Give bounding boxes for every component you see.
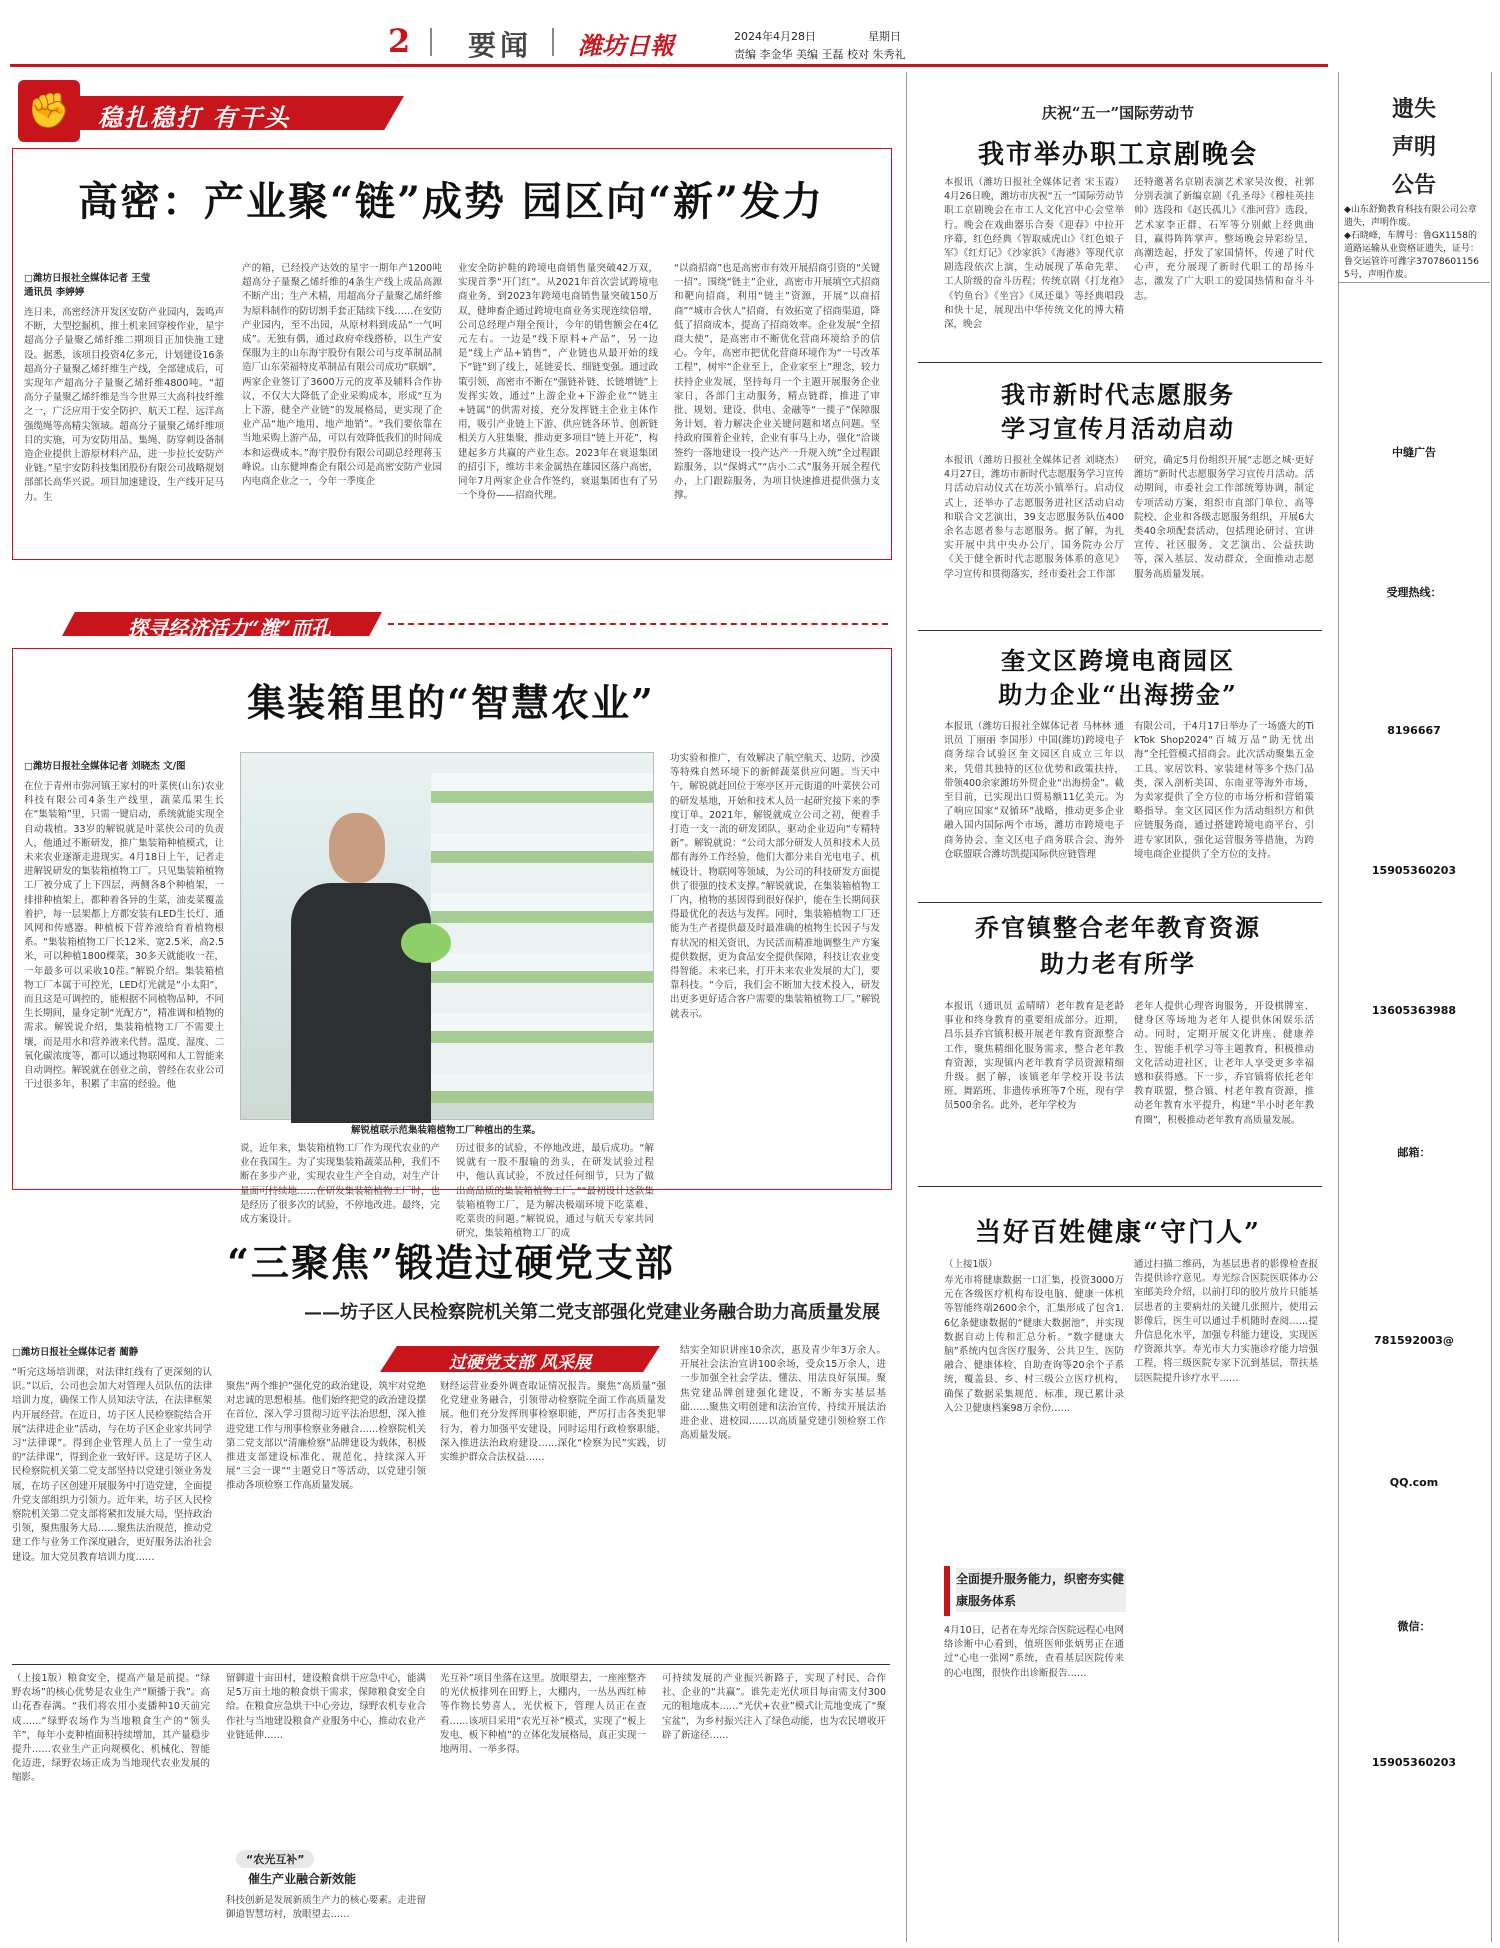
- article-party-col1: “听完这场培训课，对法律红线有了更深刻的认识。”以后，公司也会加大对管理人员队伍的法律培训力度，确保工作人员知法守法，在法律框架内开展经营。在近日，坊子区人民检察院结合开展“法律进企业”活动，与在坊子区企业家共同学习“法律课”。得到企业管理人员上了一堂生动的“法律课”，得到企业一致好评。这是坊子区人民检察院机关第二党支部坚持以党建引领业务发展，在坊子区创建开展服务中打造党建，全面提升党支部组织力引领力。近年来，坊子区人民检察院机关第二党支部将紧扣发展大局，坚持政治引领，聚焦服务大局……聚焦法治规范，推动党建工作与业务工作深度融合，更好服务法治社会建设。加大党员教育培训力度……: [12, 1367, 212, 1563]
- section-name: 要闻: [468, 29, 533, 62]
- article-grain-col1: （上接1版）粮食安全，提高产量是前提。“绿野农场”的核心优势是农业生产“顺播于我”。高山花香春满。“我们将农用小麦播种10天前完成……”绿野农场作为当地粮食生产的“领头羊”，每年小麦种植面积持续增加，其产量稳步提升……农业生产正向规模化、机械化、智能化迈进，绿野农场正成为当地现代农业发展的缩影。: [12, 1673, 210, 1784]
- health-subhead-bar: [944, 1566, 950, 1616]
- article-gaomi-col4: “以商招商”也是高密市有效开展招商引资的“关键一招”。围绕“链主”企业，高密市开展填空式招商和靶向招商，利用“链主”资源，开展“以商招商”“城市合伙人”招商，有效拓宽了招商渠道，降低了招商成本，提高了招商效率。企业发展“全招商大使”，是高密市不断优化营商环境给予的信心。今年，高密市把优化营商环境作为“一号改革工程”，树牢“企业至上，企业家至上”理念，较力扶持企业发展，坚持每月一个主题开展服务企业家日，各部门主动服务，精点链群，推进了审批、规划、建设、供电、金融等“一揽子”保障服务计划，着力解决企业关键问题和堵点问题。坚持政府围着企业转，企业有事马上办，强化“洽谈签约一落地建设一投产达产一升规入统”全过程跟踪服务，以“保姆式”“店小二式”服务开展全程代办，上门跟踪服务，为项目快速推进提供强力支撑。: [674, 263, 880, 502]
- lettuce-in-hand: [401, 923, 451, 963]
- article-elderly-col2: 老年人提供心理咨询服务，开设棋牌室、健身区等场地为老年人提供休闲娱乐活动。同时，定期开展文化讲座、健康养生、智能手机学习等主题教育，积极推动文化活动进社区，让老年人享受更多幸福感和获得感。下一步，乔官镇将依托老年教育联盟，整合镇、村老年教育资源，推动老年教育水平提升，构建“半小时老年教育圈”，积极推动老年教育高质量发展。: [1134, 1001, 1314, 1126]
- header-rule: [10, 64, 1328, 67]
- article-container-title: 集装箱里的“智慧农业”: [247, 680, 655, 725]
- article-grain-col2: 留御道十亩田村，建设粮食烘干应急中心，能满足5万亩土地的粮食烘干需求，保障粮食安全自给。在粮食应急烘干中心旁边，绿野农机专业合作社与当地建设粮食产业服务中心，推动农业产业链延伸……: [226, 1673, 426, 1741]
- article-gaomi-col3: 业安全防护鞋的跨境电商销售量突破42万双，实现首季“开门红”。从2021年首次尝试跨境电商业务，到2023年跨境电商销售量突破150万双，健坤畜企通过跨境电商业务实现连续倍增，公司总经理卢翔全预计，今年的销售额会在4亿元左右。一边是“线下原料+产品”，另一边是“线上产品+销售”，产业链也从最开始的线下“链”到了线上，延链妥长、细链变强。通过政策引领，高密市不断在“强链补链、长链增链”上发挥实效，通过“上游企业+下游企业”“链主+链属”的供需对接，充分发挥链主企业主体作用，吸引产业链上下游、供应链各环节、创新链相关方入驻集聚，推动更多项目“链上开花”，构建起多方共赢的产业生态。2023年在衰退集团的招引下，维坊丰来金属热在雄园区落户高密，同年7月两家企业合作签约，衰退集团也有了另一个身份——招商代理。: [458, 263, 658, 502]
- article-grain-col4: 可持续发展的产业振兴新路子，实现了村民、合作社、企业的“共赢”。谁先走光伏项目每亩需支付300元的租地成本……“光伏+农业”模式让荒地变成了“聚宝盆”，为乡村振兴注入了绿色动能，也为农民增收开辟了新途径……: [662, 1673, 886, 1741]
- sidebar-phone-3: 13605363988: [1371, 1004, 1457, 1017]
- article-party-col3: 财经运营业委外调查取证情况报告。聚焦“高质量”强化党建业务融合，引领带动检察院全面工作高质量发展。他们充分发挥刑事检察职能，严厉打击各类犯罪行为，着力加强平安建设，同时运用行政检察职能，深入推进法治政府建设……深化“检察为民”实践，切实维护群众合法权益……: [440, 1381, 666, 1464]
- sidebar-hotline-label: 受理热线：: [1386, 586, 1442, 599]
- article-ecommerce-col1: 本报讯（潍坊日报社全媒体记者 马林林 通讯员 丁丽丽 李国彤）中国(潍坊)跨境电子商务综合试验区奎文园区自成立三年以来，凭借其独特的区位优势和政策扶持，带领400余家潍坊外贸企业“出海捞金”。截至目前，已实现出口贸易额11亿美元。为了响应国家“双循环”战略，推动更多企业融入国内国际两个市场，潍坊市跨境电子商务协会、奎文区电子商务联合会、海外仓联盟联合潍坊凯提国际供应链管理: [944, 721, 1124, 860]
- grain-subhead-box: [226, 1850, 426, 1890]
- banner-explore: [18, 608, 898, 640]
- right-divider-2: [918, 630, 1322, 631]
- fist-icon: ✊: [18, 80, 80, 142]
- article-ecommerce-col2: 有限公司，于4月17日举办了一场盛大的TikTok Shop2024“百城万品”助无忧出海”全托管模式招商会。此次活动聚集五金工具、家居饮料、家装建材等多个热门品类，深入剖析美国、东南亚等海外市场，为卖家提供了全方位的市场分析和营销策略指导。奎文区园区作为活动组织方和供应链服务商，通过搭建跨境电商平台，引进专家团队，强化运营服务等措施，为跨境电商企业提供了全方位的支持。: [1134, 721, 1314, 860]
- article-volunteer-col1: 本报讯（潍坊日报社全媒体记者 刘晓杰）4月27日，潍坊市新时代志愿服务学习宣传月活动启动仪式在坊茨小镇举行。启动仪式上，还举办了志愿服务进社区活动启动和联合文艺演出，39支志愿服务队伍400余名志愿者参与志愿服务。据了解，为扎实开展中共中央办公厅、国务院办公厅《关于健全新时代志愿服务体系的意见》学习宣传和贯彻落实，经市委社会工作部: [944, 455, 1124, 580]
- article-gaomi-title: 高密：产业聚“链”成势 园区向“新”发力: [78, 178, 824, 225]
- sidebar-wechat: 15905360203: [1371, 1756, 1457, 1769]
- article-opera-col2: 还特邀著名京剧表演艺术家吴汝俊，社郭分别表演了新编京剧《孔圣母》《穆桂英挂帅》选段和《赵氏孤儿》《淮河营》选段，艺术家李正群、石军等分别献上经典曲目，赢得阵阵掌声。整场晚会异彩纷呈，高潮迭起，抒发了家国情怀，传递了时代心声，充分展现了新时代职工的昂扬斗志，激发了广大职工的爱国热情和奋斗斗志。: [1134, 177, 1314, 302]
- sidebar-notice-text: ◆山东舒勤教育科技有限公司公章遗失，声明作废。 ◆石晓峰，车牌号：鲁GX1158的道路运输从业资格证遗失，证号：鲁交运管许可潍字370786011565号，声明作废。: [1344, 205, 1480, 280]
- right-divider-3: [918, 902, 1322, 903]
- article-opera-title: 我市举办职工京剧晚会: [977, 140, 1258, 170]
- article-gaomi-col2: 产的箱，已经投产达效的星宇一期年产1200吨超高分子量聚乙烯纤维的4条生产线上成品高源不断产出；生产术精，用超高分子量聚乙烯纤维为原料制作的防切割手套正陆续下线……在安防产业园内，至不出园，从原材料到成品“一气呵成”。无独有偶，通过政府牵线搭桥，以生产安保服为主的山东海宇股份有限公司与皮革制品制造厂山东荣福特皮革制品有限公司成功“联姻”，两家企业签订了3600万元的皮革及辅料合作协议，不仅大大降低了企业采购成本，形成“互为上下游，健全产业链”的发展格局，更实现了企业产品“地产地用、地产地销”。“我们要依靠在当地采购上游产品，可以有效降低我们的时间成本和运费成本。”海宇股份有限公司副总经理蒋玉峰说。山东健坤畜企有限公司是高密安防产业园内电商企业之一，今年一季度企: [242, 263, 442, 488]
- article-health-col1-tail: 4月10日，记者在寿光综合医院远程心电网络诊断中心看到，值班医师张炳男正在通过“心电一张网”系统，查看基层医院传来的心电图，很快作出诊断报告……: [944, 1625, 1124, 1679]
- article-elderly-title: 乔官镇整合老年教育资源 助力老有所学: [975, 913, 1261, 978]
- page-header: [0, 0, 1500, 62]
- labor-day-kicker: 庆祝“五一”国际劳动节: [1041, 104, 1195, 122]
- banner-explore-dashes: [388, 623, 888, 627]
- article-grain-col2-tail: 科技创新是发展新质生产力的核心要素。走进留御道智慧坊村，放眼望去……: [226, 1895, 426, 1921]
- shelf-rack: [431, 773, 653, 1103]
- article-grain-col3: 光互补”项目坐落在这里。放眼望去，一座座整齐的光伏板排列在田野上，大棚内，一丛丛西红柿等作物长势喜人，光伏板下，管理人员正在查看……该项目采用“农光互补”模式，实现了“板上发电、板下种植”的立体化发展格局，真正实现一地两用、一举多得。: [440, 1673, 646, 1756]
- article-health-col2: 通过扫描二维码，为基层患者的影像检查报告提供诊疗意见。寿光综合医院医联体办公室邮美玲介绍，以前打印的胶片放片只能基层患者的主要病灶的关键几张照片，使用云影像后，医生可以通过手机随时查阅……提升信息化水平，加强专科能力建设，实现医疗资源共享。寿光市大力实施诊疗能力培强工程，将三级医院专家下沉到基层，帮扶基层医院提升诊疗水平……: [1134, 1259, 1318, 1384]
- sidebar-email-2: QQ.com: [1389, 1476, 1439, 1489]
- bottom-divider: [12, 1664, 890, 1665]
- sidebar-wechat-label: 微信：: [1397, 1620, 1431, 1633]
- article-party-col2: 聚焦“两个维护”强化党的政治建设，筑牢对党绝对忠诚的思想根基。他们始终把党的政治建设摆在首位，深入学习贯彻习近平法治思想，深入推进党建工作与刑事检察业务融合……检察院机关第二党支部以“清廉检察”品牌建设为载体，积极推进支部建设标准化、规范化，持续深入开展“三会一课”“主题党日”等活动，以党建引领推动各项检察工作高质量发展。: [226, 1381, 426, 1492]
- grain-subhead-text: 催生产业融合新效能: [248, 1872, 357, 1886]
- article-gaomi-byline: □潍坊日报社全媒体记者 王莹 通讯员 李婷婷: [24, 273, 151, 298]
- article-party-byline: □潍坊日报社全媒体记者 蔺静: [12, 1347, 139, 1358]
- grain-subhead-tag: “农光互补”: [236, 1850, 314, 1868]
- health-subhead-text: 全面提升服务能力，织密夯实健康服务体系: [956, 1568, 1126, 1612]
- article-elderly-col1: 本报讯（通讯员 孟晴晴）老年教育是老龄事业和终身教育的重要组成部分。近期，昌乐县乔官镇积极开展老年教育资源整合工作，聚焦精细化服务需求，整合老年教育资源，实现镇内老年教育学员资源精细升级。据了解，该镇老年学校开设书法班、舞蹈班、非遗传承班等7个班，现有学员500余名。此外，老年学校为: [944, 1001, 1124, 1112]
- sidebar-ad-label: 中缝广告: [1392, 446, 1436, 459]
- banner-explore-text: 探寻经济活力“潍”而孔: [128, 616, 332, 640]
- header-editors: 责编 李金华 美编 王磊 校对 朱秀礼: [734, 48, 906, 61]
- article-container-col3: 历过很多的试验，不停地改进，最后成功。“解锐就有一股不服输的劲头，在研发试验过程中，他认真试验，不放过任何细节，只为了做出高品质的集装箱植物工厂。”“最初设计这款集装箱植物工厂，是为解决极端环境下吃菜难、吃菜贵的问题。”解锐说，通过与航天专家共同研究，集装箱植物工厂的成: [456, 1143, 654, 1240]
- sidebar-email-1: 781592003@: [1374, 1334, 1454, 1347]
- person-figure: [281, 813, 431, 1119]
- article-party-col4: 结实全知识讲座10余次，惠及青少年3万余人。开展社会法治宣讲100余场，受众15万余人，进一步加强全社会学法、懂法、用法良好氛围。聚焦党建品牌创建强化建设，不断夯实基层基础……聚焦文明创建和法治宣传，持续开展法治进企业、进校园……以高质量党建引领检察工作高质量发展。: [680, 1345, 886, 1442]
- sidebar-phone-1: 8196667: [1387, 724, 1441, 737]
- sidebar-phone-2: 15905360203: [1371, 864, 1457, 877]
- article-gaomi-col1: 连日来，高密经济开发区安防产业园内，轰鸣声不断，大型挖掘机、推土机来回穿梭作业，星宇超高分子量聚乙烯纤维二期项目正加快施工建设。据悉，该项目投资4亿多元，计划建设16条超高分子量聚乙烯纤维生产线，全部建成后，可实现年产超高分子量聚乙烯纤维4800吨。“超高分子量聚乙烯纤维是当今世界三大高科技纤维之一，广泛应用于安全防护、航天工程、远洋高强缆绳等高精尖领域。超高分子量聚乙烯纤维项目的实施，可为安防用品、集绳、防穿刺设备制造企业提供上游原材料产品，进一步拉长安防产业链。”星宇安防科技集团股份有限公司战略规划部部长高华兴说。项目加速建设，生产线开足马力。生: [24, 307, 224, 503]
- banner-steady-text: 稳扎稳打 有干头: [98, 103, 291, 132]
- header-weekday: 星期日: [868, 30, 901, 43]
- person-body: [291, 883, 431, 1123]
- photo-caption: 解锐植联示范集装箱植物工厂种植出的生菜。: [350, 1125, 541, 1136]
- article-volunteer-title: 我市新时代志愿服务 学习宣传月活动启动: [1001, 380, 1235, 443]
- column-divider: [906, 72, 907, 1942]
- header-divider: [430, 28, 432, 56]
- article-opera-col1: 本报讯（潍坊日报社全媒体记者 宋玉霞）4月26日晚，潍坊市庆祝“五一”国际劳动节职工京剧晚会在市工人文化宫中心会堂举行。晚会在戏曲器乐合奏《迎春》中拉开序幕，红色经典《智取威虎山》《红色娘子军》《红灯记》《沙家浜》《海港》等现代京剧选段依次上演，生动展现了革命先辈、工人阶级的奋斗历程；传统京剧《打龙袍》《钓鱼台》《坐宫》《凤还巢》等经典唱段和快十足，展现出中华传统文化的博大精深，晚会: [944, 177, 1124, 331]
- header-divider-2: [552, 28, 554, 56]
- article-container-col2: 说，近年来，集装箱植物工厂作为现代农业的产业在我国生。为了实现集装箱蔬菜品种，我们不断在多步产业，实现农业生产全自动，对生产计量面可持续地……在研发集装箱植物工厂时，也是经历了很多次的试验，不停地改进。最终，完成方案设计。: [240, 1143, 440, 1226]
- sidebar-title-statement: 声明: [1391, 134, 1436, 160]
- greenhouse-photo: [240, 752, 654, 1120]
- article-ecommerce-title: 奎文区跨境电商园区 助力企业“出海捞金”: [998, 646, 1238, 709]
- page-number: 2: [388, 22, 411, 60]
- health-subhead-box: [944, 1566, 1130, 1618]
- article-party-subtitle: ——坊子区人民检察院机关第二党支部强化党建业务融合助力高质量发展: [304, 1302, 880, 1323]
- article-party-banner-text: 过硬党支部 风采展: [449, 1353, 591, 1373]
- article-party-title: “三聚焦”锻造过硬党支部: [227, 1240, 675, 1285]
- article-container-col4: 功实验和推广，有效解决了航空航天、边防、沙漠等特殊自然环境下的新鲜蔬菜供应问题。当天中午，解锐就赶回位于寒亭区开元街道的叶菜侠公司的研发基地，开始和技术人员一起研究接下来的季度订单。2021年，解锐就成立公司之初，便着手打造一支一流的研发团队，驱动企业迈向“专精特新”。解锐就说：“公司大部分研发人员和技术人员都有海外工作经验，他们大都分来自光电电子、机械设计、物联网等领域，为公司的科技研发方面提供了很强的技术支撑。”解锐就说，在集装箱植物工厂内，植物的基因得到很好保护，能在生长期间获得最优化的表达与发挥。同时，集装箱植物工厂还能为生产者提供最及时最准确的植物生长因子与发育状况的相关资讯，为民活而精准地调整生产方案提供数据，更为食品安全提供保障，科技让农业变得智能。未来已来，打开未来农业发展的大门，要靠科技。“今后，我们会不断加大技术投入，研发出更多更好适合客户需要的集装箱植物工厂。”解锐就表示。: [670, 753, 880, 1020]
- right-divider-4: [918, 1186, 1322, 1187]
- banner-steady: [18, 80, 418, 142]
- sidebar-title-lost: 遗失: [1391, 96, 1436, 122]
- person-head: [329, 813, 385, 883]
- right-divider-1: [918, 362, 1322, 363]
- sidebar-divider: [1338, 282, 1490, 283]
- sidebar-title-notice: 公告: [1391, 172, 1436, 198]
- sidebar-mail-label: 邮箱：: [1397, 1146, 1431, 1159]
- article-health-col1-head: （上接1版）: [944, 1259, 998, 1270]
- header-date: 2024年4月28日: [734, 30, 816, 43]
- article-container-byline: □潍坊日报社全媒体记者 刘晓杰 文/图: [24, 761, 186, 772]
- paper-name-logo: 潍坊日報: [578, 31, 674, 60]
- article-health-col1: 寿光市将健康数据一口汇集，投资3000万元在各级医疗机构布设电脑、健康一体机等智能终端2600余个，汇集形成了包含1.6亿条健康数据的“健康大数据池”，并实现数据自动上传和汇总分析。“数字健康大脑”系统内包含医疗服务、公共卫生、医防融合、健康体检、自助查询等20余个子系统，覆盖县、乡、村三级公立医疗机构，确保了数据采集规范、标准，现已累计录入公卫健康档案98万余份……: [944, 1275, 1124, 1414]
- article-health-title: 当好百姓健康“守门人”: [975, 1218, 1261, 1248]
- article-container-col1: 在位于青州市弥河镇王家村的叶菜侠(山东)农业科技有限公司4条生产线里，蔬菜瓜果生长在“集装箱”里，只需一键启动，系统就能实现全自动栽植。33岁的解锐就是叶菜侠公司的负责人，他通过不断研发，推广集装箱种植模式，让未来农业逐渐走进现实。4月18日上午，记者走进解锐研发的集装箱植物工厂。只见集装箱植物工厂被分成了上下四层，两侧各8个种植架，一排排种植架上，都种着各异的生菜，油麦菜覆盖着护，每一层架都上方都安装有LED生长灯、通风网和传感器。种植板下营养液给育着植物根系。“集装箱植物工厂长12米、宽2.5米，高2.5米，可以种植1800棵菜，30多天就能收一茬，一年最多可以采收10茬。”解锐介绍。集装箱植物工厂本属于可控光，LED灯光就是“小太阳”，而且这是可调控的，能根据不同植物品种，不同生长期间，量身定制“光配方”，精准调和植物的需求。解锐说介绍，集装箱植物工厂不需要土壤，而是用水和营养液来代替。温度、湿度、二氧化碳浓度等，都可以通过物联网和人工智能来自动调控。解锐就在创业之前，曾经在农业公司干过很多年，积累了丰富的经验。他: [24, 781, 224, 1091]
- article-volunteer-col2: 研究，确定5月份组织开展“志愿之城·更好潍坊”新时代志愿服务学习宣传月活动。活动期间，市委社会工作部统筹协调，制定专项活动方案，组织市直部门单位、高等院校、企业和各级志愿服务组织，开展6大类40余项配套活动，包括理论研讨、宣讲宣传、社区服务、文艺演出、公益扶助等，深入基层、发动群众，全面推动志愿服务高质量发展。: [1134, 455, 1314, 580]
